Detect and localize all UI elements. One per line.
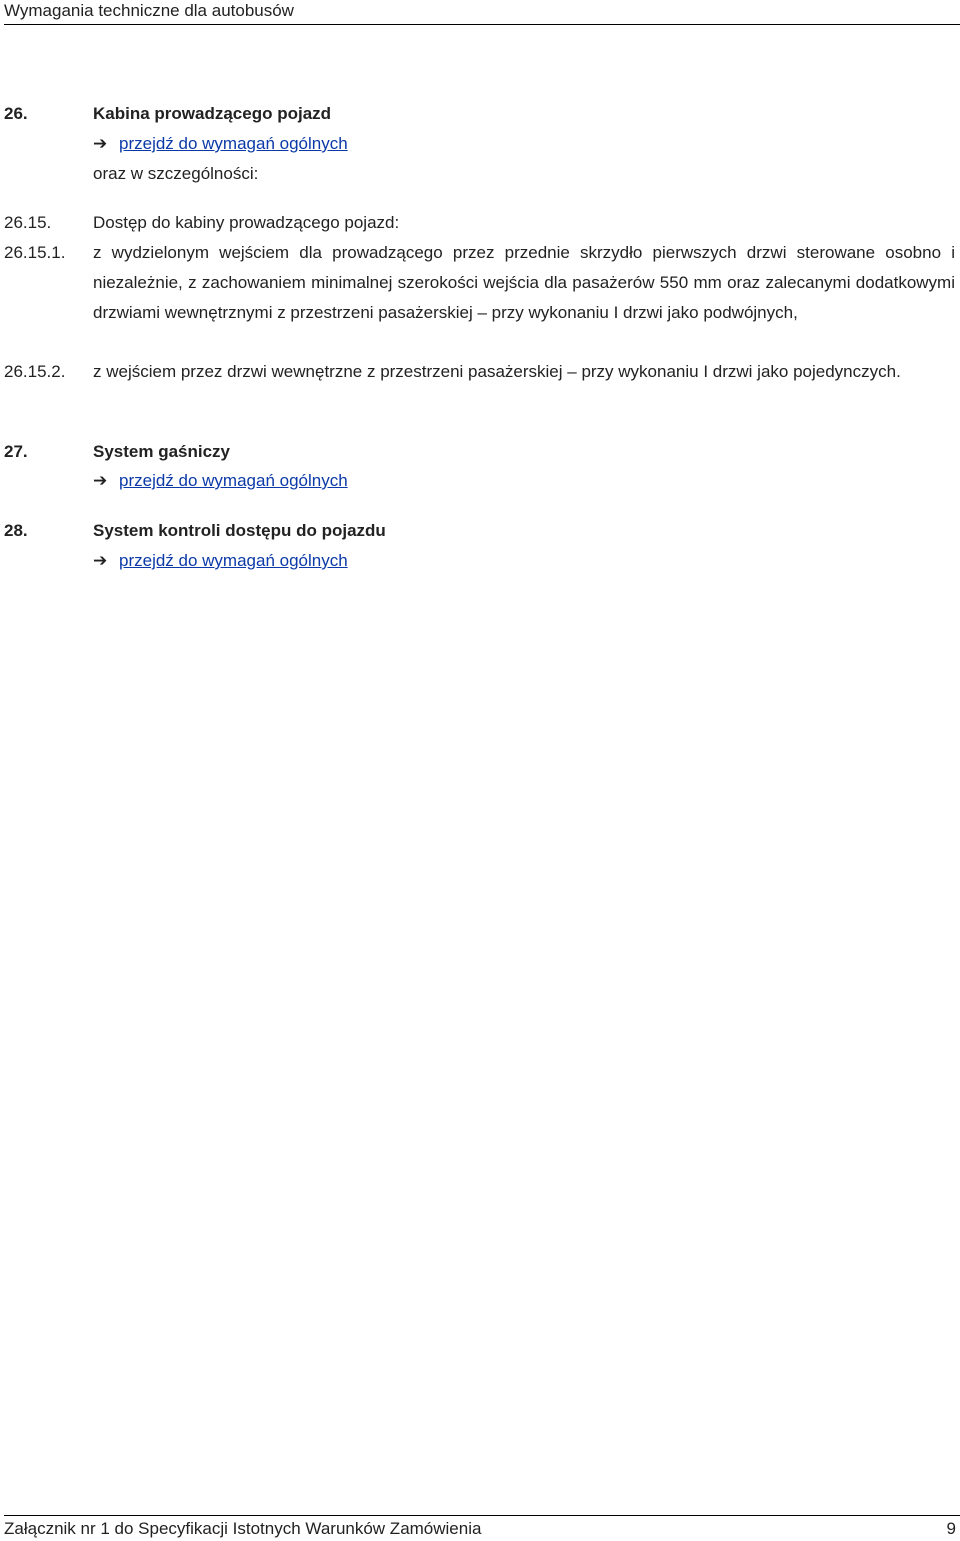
section-28-title: System kontroli dostępu do pojazdu [93,521,386,540]
section-26-intro: oraz w szczególności: [93,164,259,183]
arrow-right-icon: ➔ [93,471,108,490]
footer-text: Załącznik nr 1 do Specyfikacji Istotnych Warunków Zamówienia [4,1519,482,1538]
section-27-title: System gaśniczy [93,442,231,461]
page-header [4,0,960,25]
section-27-link-row [93,470,348,492]
section-26-link-row [93,133,348,155]
arrow-right-icon: ➔ [93,551,108,570]
item-26-15-2-text: z wejściem przez drzwi wewnętrzne z przestrzeni pasażerskiej – przy wykonaniu I drzwi jako pojedynczych. [93,362,901,381]
header-title: Wymagania techniczne dla autobusów [4,1,294,20]
section-27-number: 27. [4,442,28,461]
item-26-15-1-number: 26.15.1. [4,243,66,262]
section-26-title: Kabina prowadzącego pojazd [93,104,332,123]
subsection-title: Dostęp do kabiny prowadzącego pojazd: [93,213,400,232]
general-requirements-link[interactable]: przejdź do wymagań ogólnych [119,134,348,153]
subsection-number: 26.15. [4,213,52,232]
section-28-number: 28. [4,521,28,540]
arrow-right-icon: ➔ [93,134,108,153]
footer-divider [4,1515,960,1516]
general-requirements-link[interactable]: przejdź do wymagań ogólnych [119,551,348,570]
page-number: 9 [946,1519,956,1538]
item-26-15-1-text: z wydzielonym wejściem dla prowadzącego przez przednie skrzydło pierwszych drzwi sterowane osobno i niezależnie, z zachowaniem minimalnej szerokości wejścia dla pasażerów 550 mm oraz zalecanymi dodatkowymi drzwiami wewnętrznymi z przestrzeni pasażerskiej – przy wykonaniu I drzwi jako podwójnych, [93,243,955,322]
section-26-number: 26. [4,104,28,123]
general-requirements-link[interactable]: przejdź do wymagań ogólnych [119,471,348,490]
section-28-link-row [93,550,348,572]
item-26-15-2-number: 26.15.2. [4,362,66,381]
